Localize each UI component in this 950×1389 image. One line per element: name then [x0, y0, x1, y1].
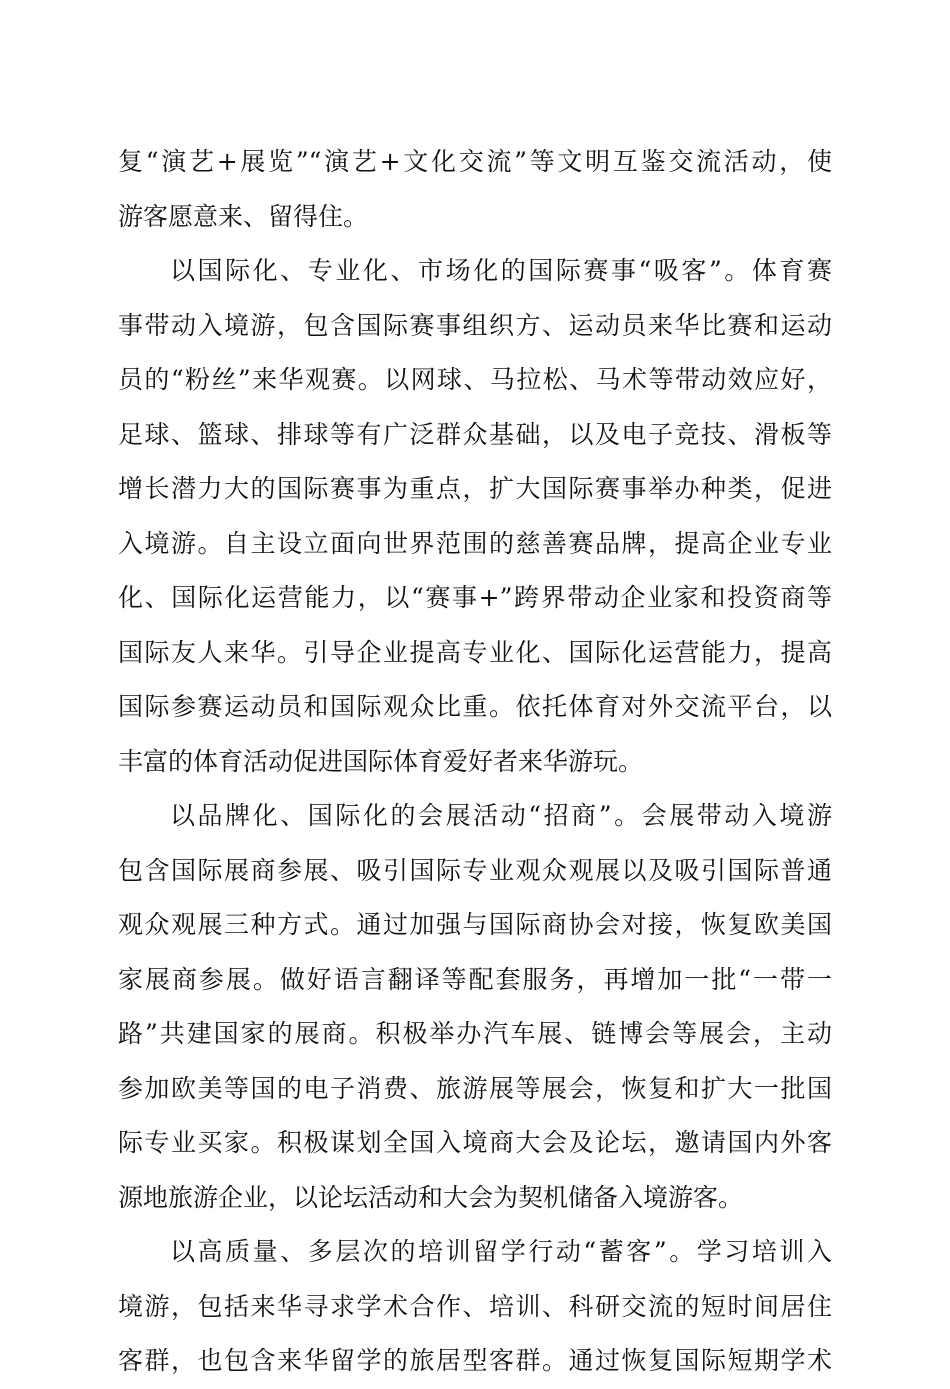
text-line: 以品牌化、国际化的会展活动“招商”。会展带动入境游	[170, 801, 832, 830]
text-line: 增长潜力大的国际赛事为重点，扩大国际赛事举办种类，促进	[118, 474, 832, 503]
text-line: 游客愿意来、留得住。	[118, 201, 369, 231]
text-line: 境游，包括来华寻求学术合作、培训、科研交流的短时间居住	[118, 1291, 832, 1321]
text-line: 入境游。自主设立面向世界范围的慈善赛品牌，提高企业专业	[118, 528, 832, 558]
document-body	[118, 135, 832, 1389]
text-line: 家展商参展。做好语言翻译等配套服务，再增加一批“一带一	[118, 964, 832, 994]
text-line: 丰富的体育活动促进国际体育爱好者来华游玩。	[118, 746, 644, 776]
paragraph-exhibitions	[118, 789, 832, 1225]
paragraph-training-study	[118, 1225, 832, 1389]
paragraph-cultural-exchange	[118, 135, 832, 244]
text-line: 国际参赛运动员和国际观众比重。依托体育对外交流平台，以	[118, 692, 832, 721]
text-line: 员的“粉丝”来华观赛。以网球、马拉松、马术等带动效应好，	[118, 365, 832, 394]
text-line: 参加欧美等国的电子消费、旅游展等展会，恢复和扩大一批国	[118, 1073, 832, 1103]
text-line: 复“演艺+展览”“演艺+文化交流”等文明互鉴交流活动，使	[118, 147, 832, 176]
text-line: 客群，也包含来华留学的旅居型客群。通过恢复国际短期学术	[118, 1346, 832, 1375]
text-line: 事带动入境游，包含国际赛事组织方、运动员来华比赛和运动	[118, 310, 832, 340]
text-line: 以高质量、多层次的培训留学行动“蓄客”。学习培训入	[170, 1237, 832, 1266]
text-line: 路”共建国家的展商。积极举办汽车展、链博会等展会，主动	[118, 1019, 832, 1048]
text-line: 包含国际展商参展、吸引国际专业观众观展以及吸引国际普通	[118, 855, 832, 885]
text-line: 化、国际化运营能力，以“赛事+”跨界带动企业家和投资商等	[118, 583, 832, 612]
text-line: 源地旅游企业，以论坛活动和大会为契机储备入境游客。	[118, 1182, 744, 1212]
text-line: 足球、篮球、排球等有广泛群众基础，以及电子竞技、滑板等	[118, 419, 832, 449]
paragraph-sports-events	[118, 244, 832, 789]
text-line: 国际友人来华。引导企业提高专业化、国际化运营能力，提高	[118, 637, 832, 667]
text-line: 观众观展三种方式。通过加强与国际商协会对接，恢复欧美国	[118, 910, 832, 939]
text-line: 际专业买家。积极谋划全国入境商大会及论坛，邀请国内外客	[118, 1128, 832, 1157]
text-line: 以国际化、专业化、市场化的国际赛事“吸客”。体育赛	[170, 256, 832, 285]
